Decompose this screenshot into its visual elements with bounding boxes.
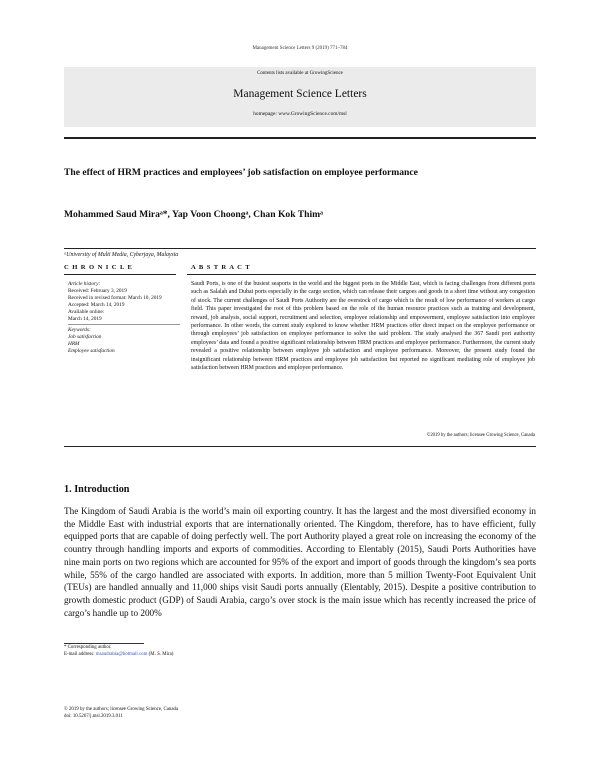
available-label: Available online: [68,309,105,316]
homepage-line: homepage: www.GrowingScience.com/msl [253,111,347,117]
affiliation: ᵃUniversity of Multi Media, Cyberjaya, Malaysia [64,252,179,258]
abstract-text: Saudi Ports, is one of the busiest seaports in the world and the biggest ports in the Middle East, which is facing challenges from different ports such as Salalah and Dubai ports especially in the cargo section, which can release their cargoes and goods in a short time without any congestion of stock. The current challenges of Saudi Ports Authority are the overstock of cargo which is the result of low performance of workers at cargo field. This paper investigated the root of this problem based on the role of the human resource practices such as training and development, reward, job analysis, social support, recruitment and selection, employee relationship and empowerment, employee satisfaction into employee performance. In other words, the current study explored to know whether HRM practices offer direct impact on the employee performance or through employees’ job satisfaction on employee performance to solve the said problem. The study analysed the 367 Saudi port authority employees’ data and found a positive significant relationship between HRM practices and employee performance. Furthermore, the current study revealed a positive relationship between employee job satisfaction and employee performance. Moreover, the present study found the insignificant relationship between HRM practices and employee job satisfaction but reported no significant mediating role of employee job satisfaction between HRM practices and employee performance. [191,281,535,372]
affiliation-rule [64,248,536,249]
keyword: Job satisfaction [68,333,102,340]
introduction-text: The Kingdom of Saudi Arabia is the world’s main oil exporting country. It has the largest and the most diversified economy in the Middle East with industrial exports that are internationally oriented. The Kingdom, therefore, has to have efficient, fully equipped ports that are capable of doing perfectly well. The port Authority played a great role on increasing the economy of the country through handling imports and exports of commodities. According to Elentably (2015), Saudi Ports Authorities have nine main ports on two regions which are accounted for 95% of the export and import of goods through the kingdom’s sea ports while, 55% of the cargo handled are associated with exports. In addition, more than 5 million Twenty-Foot Equivalent Unit (TEUs) are handled annually and 11,000 ships visit Saudi ports annually (Elentably, 2015). Despite a positive contribution to growth domestic product (GDP) of Saudi Arabia, cargo’s over stock is the main issue which has recently increased the price of cargo’s handle up to 200% [64,506,536,618]
footnote [64,645,173,658]
accepted-date: Accepted: March 14, 2019 [68,302,125,309]
keyword: Employee satisfaction [68,347,115,354]
author-list: Mohammed Saud Miraᵃ*, Yap Voon Choongᵃ, Chan Kok Thimᵃ [64,209,323,220]
email-link[interactable]: msaudrabia@hotmail.com [95,651,148,657]
article-history [68,281,180,355]
email-line [64,652,173,659]
available-date: March 14, 2019 [68,316,102,323]
contents-line: Contents lists available at GrowingScience [257,71,343,76]
bottom-copyright: © 2019 by the authors; licensee Growing Science, Canada [64,707,179,712]
chronicle-rule [64,274,176,275]
journal-title: Management Science Letters [233,88,367,100]
revised-date: Received in revised format: March 10, 2019 [68,295,162,302]
footnote-rule [64,643,144,644]
corresponding-author: * Corresponding author. [64,645,112,650]
doi: doi: 10.5267/j.msl.2019.3.011 [64,714,123,720]
introduction-heading: 1. Introduction [64,484,130,495]
abstract-bottom-rule [64,446,536,447]
received-date: Received: February 3, 2019 [68,288,127,295]
abstract-rule [187,274,536,275]
abstract-copyright: ©2019 by the authors; licensee Growing Science, Canada [426,433,535,438]
keywords-divider [68,324,180,326]
keyword: HRM [68,340,80,347]
paper-title: The effect of HRM practices and employees’ job satisfaction on employee performance [64,167,418,178]
email-author: (M. S. Mira) [148,651,174,657]
article-history-label: Article history: [68,281,101,287]
bottom-note [64,706,178,720]
email-label: E-mail address: [64,651,95,657]
journal-citation: Management Science Letters 9 (2019) 771–784 [252,46,348,51]
header-rule [64,137,536,139]
chronicle-heading: C H R O N I C L E [64,264,133,271]
abstract-heading: A B S T R A C T [191,264,251,271]
keywords-label: Keywords: [68,326,91,333]
